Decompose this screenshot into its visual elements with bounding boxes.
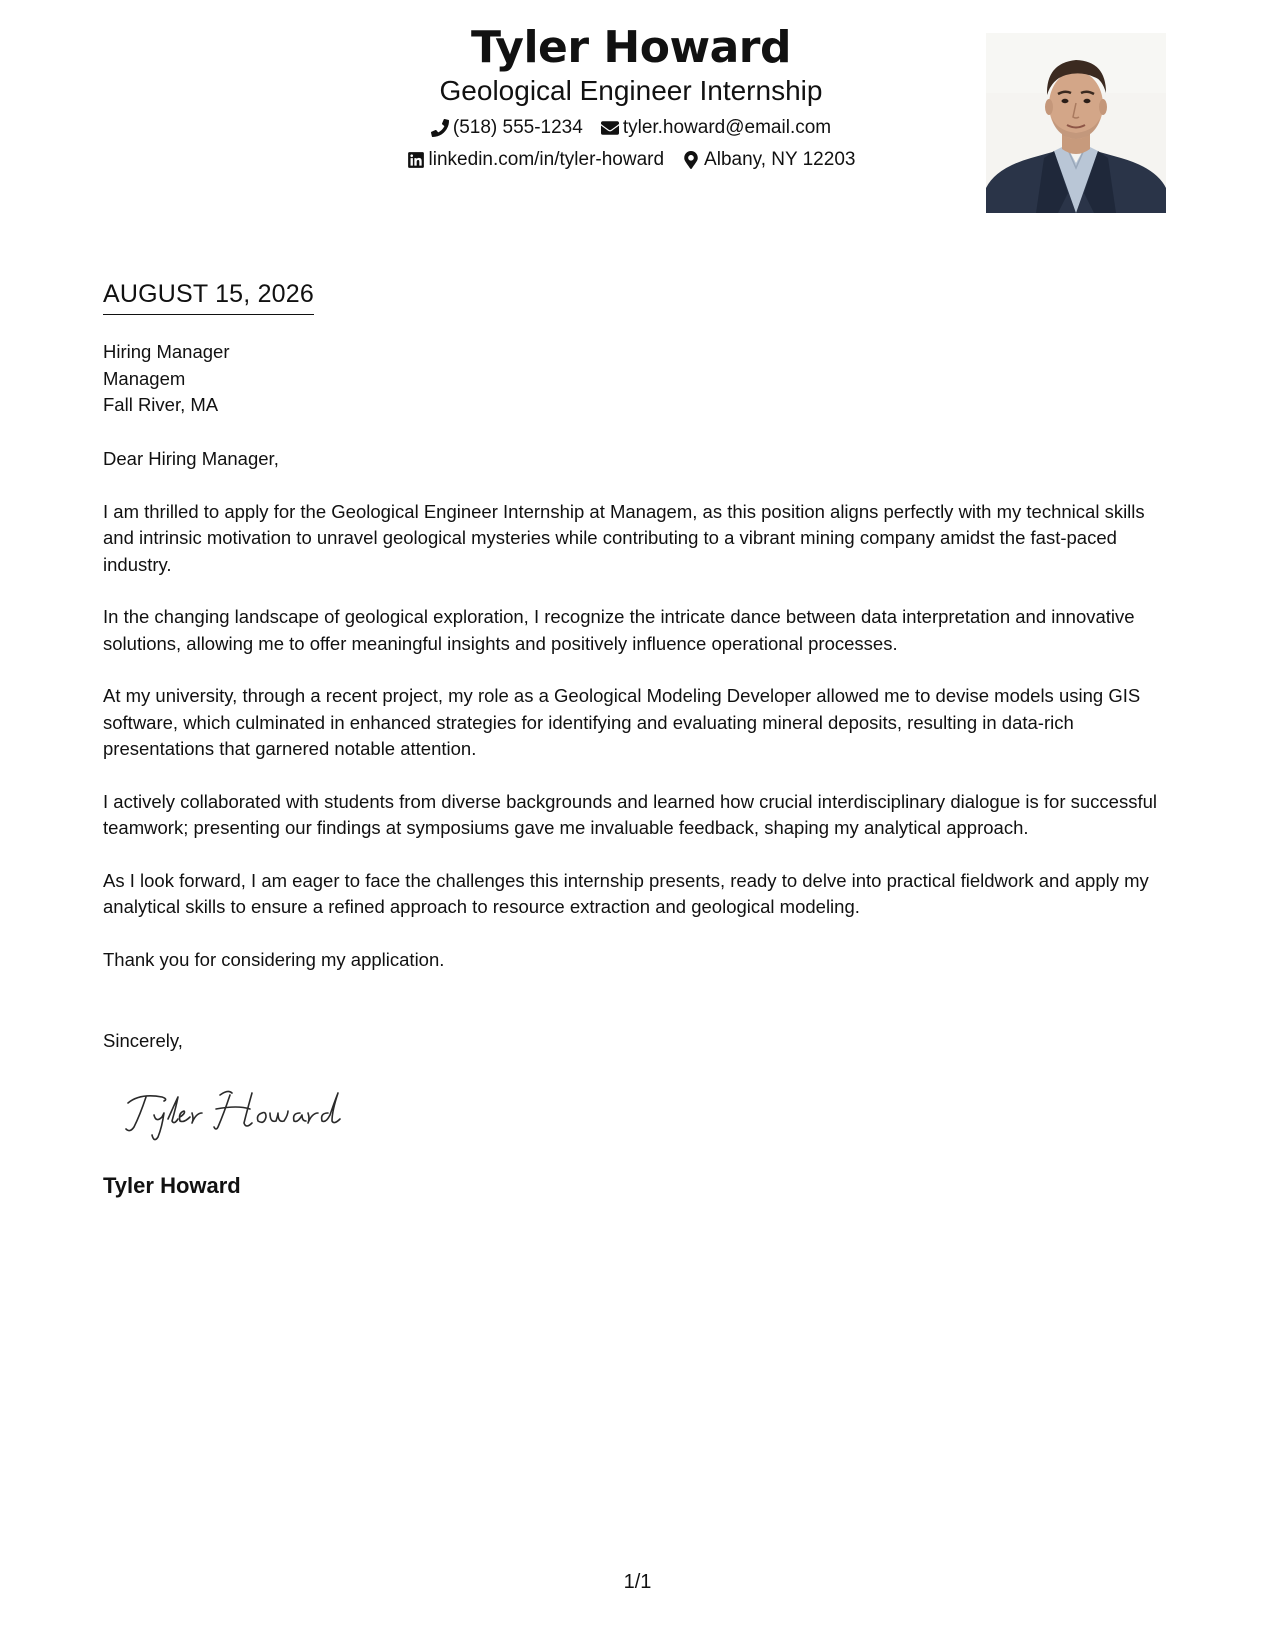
thanks-line: Thank you for considering my application. — [103, 948, 445, 970]
phone-icon — [431, 119, 449, 137]
body-paragraph: At my university, through a recent project, my role as a Geological Modeling Developer allowed me to devise models using GIS software, which culminated in enhanced strategies for identifying and evaluating mineral deposits, resulting in data-rich presentations that garnered notable attention. — [103, 685, 1141, 759]
recipient-company: Managem — [103, 367, 186, 389]
envelope-icon — [601, 119, 619, 137]
email-text: tyler.howard@email.com — [622, 117, 832, 138]
closing: Sincerely, — [103, 1030, 183, 1051]
contact-linkedin[interactable] — [407, 148, 665, 172]
salutation: Dear Hiring Manager, — [103, 448, 279, 469]
recipient-location: Fall River, MA — [103, 394, 219, 415]
recipient-block — [103, 339, 229, 419]
linkedin-icon — [407, 151, 425, 169]
letter-date: AUGUST 15, 2026 — [103, 279, 314, 315]
page-number: 1/1 — [623, 1571, 652, 1593]
phone-text: (518) 555-1234 — [452, 117, 583, 138]
applicant-name: Tyler Howard — [470, 22, 791, 73]
contact-phone — [431, 116, 583, 140]
contact-email[interactable] — [601, 116, 831, 140]
linkedin-text: linkedin.com/in/tyler-howard — [428, 149, 665, 170]
body-paragraph: I actively collaborated with students from diverse backgrounds and learned how crucial interdisciplinary dialogue is for successful teamwork; presenting our findings at symposiums gave me invaluable feedback, shaping my analytical approach. — [103, 790, 1158, 838]
location-text: Albany, NY 12203 — [704, 149, 856, 170]
signed-name: Tyler Howard — [103, 1173, 241, 1198]
body-paragraph: In the changing landscape of geological exploration, I recognize the intricate dance between data interpretation and innovative solutions, allowing me to offer meaningful insights and positively influence operational processes. — [103, 606, 1135, 654]
job-title: Geological Engineer Internship — [439, 75, 823, 106]
profile-photo — [986, 33, 1166, 213]
contact-location — [682, 148, 855, 172]
recipient-title: Hiring Manager — [103, 341, 230, 362]
body-paragraph: As I look forward, I am eager to face the challenges this internship presents, ready to delve into practical fieldwork and apply my analytical skills to ensure a refined approach to resource extraction and geological modeling. — [103, 869, 1149, 917]
map-pin-icon — [682, 151, 700, 169]
letter-body — [103, 446, 1173, 999]
signature-image — [120, 1083, 350, 1143]
body-paragraph: I am thrilled to apply for the Geological Engineer Internship at Managem, as this position aligns perfectly with my technical skills and intrinsic motivation to unravel geological mysteries while contributing to a vibrant mining company amidst the fast-paced industry. — [103, 500, 1145, 575]
